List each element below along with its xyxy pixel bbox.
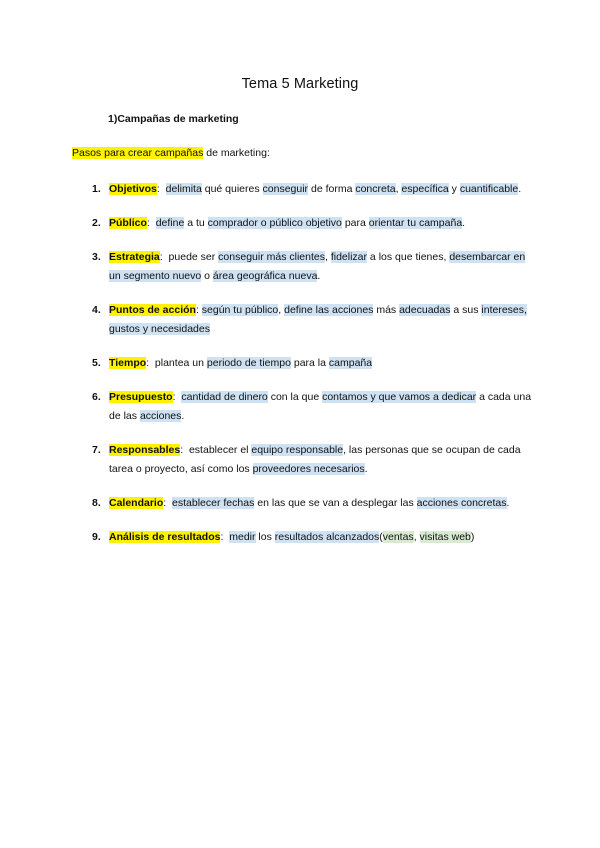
highlighted-text: resultados alcanzados bbox=[274, 531, 380, 543]
highlighted-text: adecuadas bbox=[399, 304, 451, 316]
step-text: a cada una de las bbox=[109, 391, 532, 422]
step-text: para bbox=[341, 217, 369, 229]
step-separator: : bbox=[156, 183, 166, 195]
step-text: y bbox=[448, 183, 460, 195]
document-title: Tema 5 Marketing bbox=[241, 76, 359, 92]
step-separator: : bbox=[220, 531, 230, 543]
step-text: . bbox=[518, 183, 522, 195]
step-term: Público bbox=[109, 217, 147, 229]
intro-highlight: Pasos para crear campañas bbox=[72, 147, 204, 159]
step-separator: : bbox=[172, 391, 182, 403]
step-text: de forma bbox=[308, 183, 356, 195]
step-term: Presupuesto bbox=[109, 391, 173, 403]
step-term: Puntos de acción bbox=[109, 304, 196, 316]
highlighted-text: orientar tu campaña bbox=[368, 217, 463, 229]
step-text: los bbox=[255, 531, 275, 543]
step-separator: : bbox=[195, 304, 202, 316]
step-text: , bbox=[395, 183, 402, 195]
step-text: . bbox=[364, 463, 368, 475]
intro-rest: de marketing: bbox=[203, 147, 270, 159]
step-term: Estrategia bbox=[109, 251, 160, 263]
step-term: Análisis de resultados bbox=[109, 531, 221, 543]
highlighted-text: conseguir más clientes bbox=[218, 251, 325, 263]
highlighted-text: contamos y que vamos a dedicar bbox=[322, 391, 477, 403]
step-text: plantea un bbox=[154, 357, 207, 369]
highlighted-text: campaña bbox=[328, 357, 373, 369]
step-text: qué quieres bbox=[201, 183, 263, 195]
step-text: , bbox=[324, 251, 331, 263]
highlighted-text: delimita bbox=[165, 183, 202, 195]
step-item bbox=[92, 214, 532, 233]
highlighted-text: acciones bbox=[139, 410, 182, 422]
step-number: 3. bbox=[92, 251, 101, 263]
highlighted-text: comprador o público objetivo bbox=[207, 217, 342, 229]
step-item bbox=[92, 248, 532, 286]
step-text: para la bbox=[290, 357, 329, 369]
step-separator: : bbox=[163, 497, 173, 509]
step-text: ) bbox=[470, 531, 475, 543]
step-item bbox=[92, 301, 532, 339]
highlighted-text: define las acciones bbox=[284, 304, 374, 316]
step-number: 5. bbox=[92, 357, 101, 369]
step-text: en las que se van a desplegar las bbox=[254, 497, 417, 509]
step-item bbox=[92, 388, 532, 426]
step-text: . bbox=[181, 410, 185, 422]
step-separator: : bbox=[159, 251, 169, 263]
step-text: ( bbox=[379, 531, 383, 543]
step-term: Calendario bbox=[109, 497, 164, 509]
step-number: 6. bbox=[92, 391, 101, 403]
step-separator: : bbox=[180, 444, 189, 456]
highlighted-text: periodo de tiempo bbox=[206, 357, 291, 369]
intro-line bbox=[72, 147, 270, 159]
step-text: establecer el bbox=[188, 444, 252, 456]
section-heading: 1)Campañas de marketing bbox=[108, 113, 239, 125]
step-text: . bbox=[462, 217, 466, 229]
step-number: 1. bbox=[92, 183, 101, 195]
highlighted-text: define bbox=[155, 217, 185, 229]
step-text: a los que tienes, bbox=[367, 251, 450, 263]
step-number: 8. bbox=[92, 497, 101, 509]
step-item bbox=[92, 494, 532, 513]
step-text: a tu bbox=[184, 217, 208, 229]
steps-list bbox=[92, 180, 532, 562]
step-text: con la que bbox=[267, 391, 323, 403]
highlighted-text: área geográfica nueva bbox=[212, 270, 318, 282]
step-text: . bbox=[506, 497, 510, 509]
step-text: o bbox=[201, 270, 213, 282]
step-text: puede ser bbox=[168, 251, 219, 263]
step-term: Responsables bbox=[109, 444, 181, 456]
step-number: 9. bbox=[92, 531, 101, 543]
step-term: Tiempo bbox=[109, 357, 147, 369]
step-text: , las personas que se ocupan de cada tarea o proyecto, así como los bbox=[109, 444, 521, 475]
step-number: 4. bbox=[92, 304, 101, 316]
highlighted-text: desembarcar en un segmento nuevo bbox=[109, 251, 526, 282]
step-text: más bbox=[373, 304, 400, 316]
highlighted-text: según tu público bbox=[201, 304, 279, 316]
step-term: Objetivos bbox=[109, 183, 157, 195]
step-item bbox=[92, 528, 532, 547]
step-text: , bbox=[413, 531, 420, 543]
step-number: 2. bbox=[92, 217, 101, 229]
highlighted-text: equipo responsable bbox=[251, 444, 344, 456]
step-number: 7. bbox=[92, 444, 101, 456]
highlighted-text: ventas bbox=[382, 531, 414, 543]
step-separator: : bbox=[146, 357, 155, 369]
highlighted-text: acciones concretas bbox=[416, 497, 507, 509]
highlighted-text: fidelizar bbox=[330, 251, 368, 263]
highlighted-text: visitas web bbox=[419, 531, 471, 543]
step-text: , bbox=[278, 304, 285, 316]
step-item bbox=[92, 354, 532, 373]
step-text: . bbox=[317, 270, 321, 282]
highlighted-text: medir bbox=[229, 531, 256, 543]
highlighted-text: específica bbox=[401, 183, 449, 195]
highlighted-text: conseguir bbox=[262, 183, 309, 195]
highlighted-text: cantidad de dinero bbox=[181, 391, 268, 403]
step-item bbox=[92, 180, 532, 199]
highlighted-text: cuantificable bbox=[459, 183, 519, 195]
highlighted-text: intereses, gustos y necesidades bbox=[109, 304, 527, 335]
highlighted-text: establecer fechas bbox=[172, 497, 255, 509]
highlighted-text: concreta bbox=[355, 183, 396, 195]
step-separator: : bbox=[146, 217, 156, 229]
highlighted-text: proveedores necesarios bbox=[252, 463, 365, 475]
step-text: a sus bbox=[450, 304, 482, 316]
step-item bbox=[92, 441, 532, 479]
